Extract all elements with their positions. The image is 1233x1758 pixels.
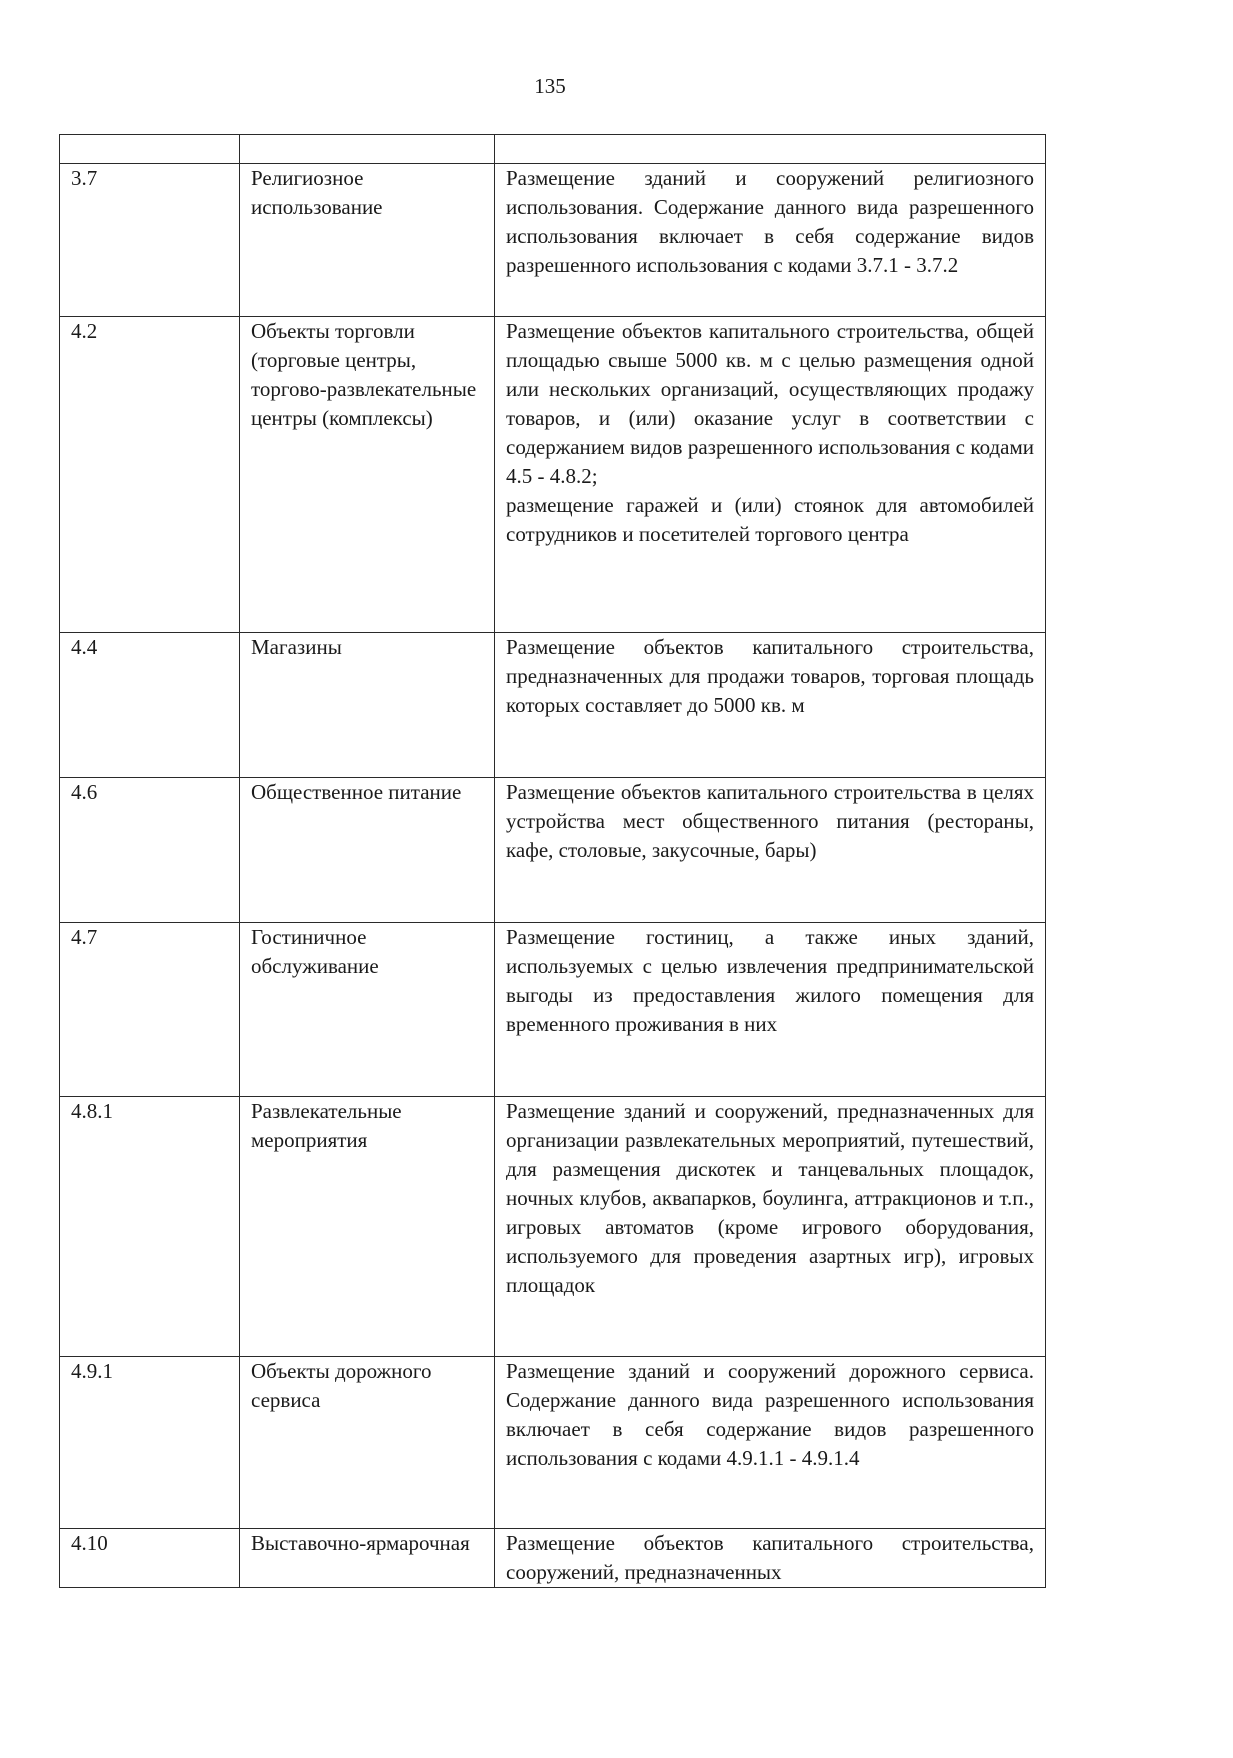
row-code: 4.7 [60,923,240,1097]
row-code: 4.6 [60,778,240,923]
row-name: Гостиничное обслуживание [240,923,495,1097]
row-code: 4.8.1 [60,1097,240,1357]
row-code: 4.2 [60,317,240,633]
description-paragraph: Размещение объектов капитального строительства, предназначенных для продажи товаров, торговая площадь которых составляет до 5000 кв. м [506,635,1034,717]
table-row [60,164,1046,317]
table-header-row [60,135,1046,164]
description-paragraph: Размещение объектов капитального строительства в целях устройства мест общественного питания (рестораны, кафе, столовые, закусочные, бары) [506,780,1034,862]
table-row [60,923,1046,1097]
header-cell-name [240,135,495,164]
header-cell-description [495,135,1046,164]
description-paragraph: Размещение зданий и сооружений, предназначенных для организации развлекательных мероприятий, путешествий, для размещения дискотек и танцевальных площадок, ночных клубов, аквапарков, боулинга, аттракционов и т.п., игровых автоматов (кроме игрового оборудования, используемого для проведения азартных игр), игровых площадок [506,1099,1034,1297]
description-paragraph: размещение гаражей и (или) стоянок для автомобилей сотрудников и посетителей торгового центра [506,493,1034,546]
row-description [495,1357,1046,1529]
header-cell-code [60,135,240,164]
row-code: 3.7 [60,164,240,317]
row-code: 4.10 [60,1529,240,1588]
row-description [495,164,1046,317]
table-row [60,317,1046,633]
page-number: 135 [534,74,566,98]
row-name: Объекты торговли (торговые центры, торгово-развлекательные центры (комплексы) [240,317,495,633]
row-description [495,778,1046,923]
table-row [60,1097,1046,1357]
row-name: Объекты дорожного сервиса [240,1357,495,1529]
row-code: 4.9.1 [60,1357,240,1529]
table-row [60,1529,1046,1588]
row-code: 4.4 [60,633,240,778]
row-name: Магазины [240,633,495,778]
row-description [495,633,1046,778]
table-row [60,1357,1046,1529]
description-paragraph: Размещение объектов капитального строительства, сооружений, предназначенных [506,1531,1034,1584]
row-name: Выставочно-ярмарочная [240,1529,495,1588]
row-name: Общественное питание [240,778,495,923]
description-paragraph: Размещение гостиниц, а также иных зданий, используемых с целью извлечения предпринимательской выгоды из предоставления жилого помещения для временного проживания в них [506,925,1034,1036]
row-description [495,1097,1046,1357]
description-paragraph: Размещение зданий и сооружений религиозного использования. Содержание данного вида разрешенного использования включает в себя содержание видов разрешенного использования с кодами 3.7.1 - 3.7.2 [506,166,1034,277]
row-description [495,317,1046,633]
row-description [495,923,1046,1097]
row-description [495,1529,1046,1588]
row-name: Развлекательные мероприятия [240,1097,495,1357]
table-row [60,778,1046,923]
row-name: Религиозное использование [240,164,495,317]
land-use-table [59,134,1046,1588]
description-paragraph: Размещение зданий и сооружений дорожного сервиса. Содержание данного вида разрешенного использования включает в себя содержание видов разрешенного использования с кодами 4.9.1.1 - 4.9.1.4 [506,1359,1034,1470]
description-paragraph: Размещение объектов капитального строительства, общей площадью свыше 5000 кв. м с целью размещения одной или нескольких организаций, осуществляющих продажу товаров, и (или) оказание услуг в соответствии с содержанием видов разрешенного использования с кодами 4.5 - 4.8.2; [506,319,1034,488]
table-row [60,633,1046,778]
